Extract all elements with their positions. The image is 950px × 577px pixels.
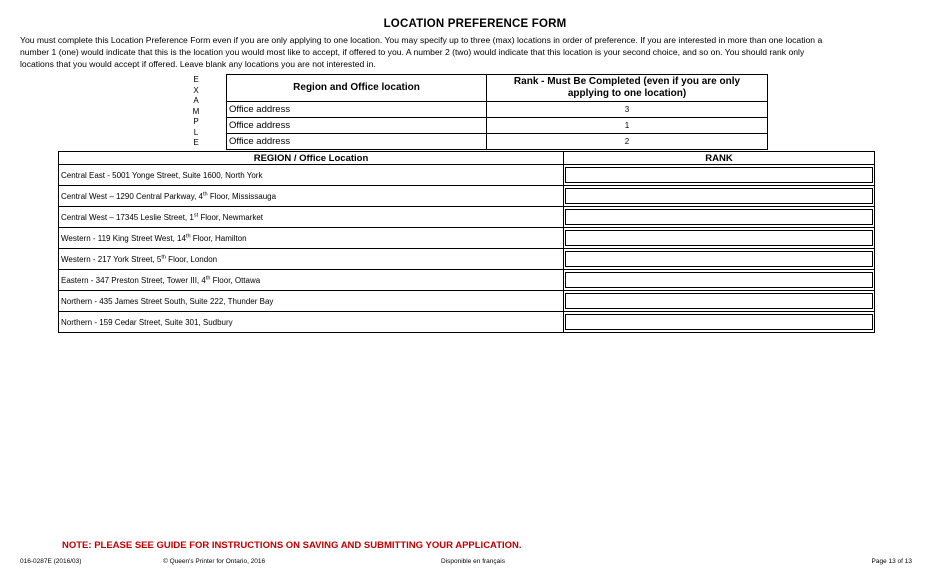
example-location: Office address [227,118,487,134]
example-header-rank-line1: Rank - Must Be Completed (even if you are only [513,76,741,87]
example-header-row [227,75,768,102]
example-header-rank [487,75,768,102]
french-availability: Disponible en français [441,558,505,565]
example-location: Office address [227,102,487,118]
header-rank: RANK [564,152,875,165]
example-letter: A [193,96,199,105]
intro-line: locations that you would accept if offered. Leave blank any locations you are not interested in. [20,59,376,69]
location-rank-table [58,151,875,333]
rank-input-eastern-ottawa[interactable] [565,272,873,288]
location-cell: Central East - 5001 Yonge Street, Suite 1600, North York [59,165,564,186]
copyright: © Queen's Printer for Ontario, 2016 [163,558,266,565]
example-header-rank-line2: applying to one location) [567,88,687,99]
example-row [227,118,768,134]
table-row [59,228,875,249]
intro-line: number 1 (one) would indicate that this is the location you would most like to accept, if offered to you. A number 2 (two) would indicate that this location is your second choice, and so on. You should rank only [20,47,805,57]
example-row [227,134,768,150]
form-title: LOCATION PREFERENCE FORM [383,18,567,30]
rank-cell [564,291,875,312]
rank-input-central-east[interactable] [565,167,873,183]
table-row [59,249,875,270]
location-cell: Northern - 159 Cedar Street, Suite 301, Sudbury [59,312,564,333]
intro-line: You must complete this Location Preference Form even if you are only applying to one location. You may specify up to three (max) locations in order of preference. If you are interested in more than one location a [20,35,823,45]
location-cell: Northern - 435 James Street South, Suite 222, Thunder Bay [59,291,564,312]
rank-input-northern-sudbury[interactable] [565,314,873,330]
table-row [59,165,875,186]
rank-input-western-london[interactable] [565,251,873,267]
table-row [59,312,875,333]
table-row [59,270,875,291]
example-letter: P [193,117,199,126]
rank-cell [564,228,875,249]
page-number: Page 13 of 13 [871,558,912,565]
example-letter: X [193,85,199,95]
location-cell: Western - 119 King Street West, 14th Floor, Hamilton [59,228,564,249]
rank-input-central-west-newmarket[interactable] [565,209,873,225]
table-row [59,291,875,312]
rank-cell [564,186,875,207]
intro-text [20,34,915,70]
example-letter: E [193,138,199,147]
example-rank: 2 [487,134,768,150]
example-header-location: Region and Office location [227,75,487,102]
location-cell: Western - 217 York Street, 5th Floor, London [59,249,564,270]
rank-input-western-hamilton[interactable] [565,230,873,246]
form-number: 016-0287E (2016/03) [20,558,82,565]
table-row [59,207,875,228]
example-row [227,102,768,118]
example-rank: 1 [487,118,768,134]
location-cell: Central West – 1290 Central Parkway, 4th Floor, Mississauga [59,186,564,207]
rank-cell [564,312,875,333]
location-cell: Central West – 17345 Leslie Street, 1st Floor, Newmarket [59,207,564,228]
example-letter: M [192,106,200,116]
rank-cell [564,207,875,228]
header-region-office: REGION / Office Location [59,152,564,165]
example-location: Office address [227,134,487,150]
example-letter: L [193,127,199,137]
rank-cell [564,249,875,270]
example-rank: 3 [487,102,768,118]
rank-cell [564,165,875,186]
rank-input-northern-thunder-bay[interactable] [565,293,873,309]
example-letter: E [193,75,199,84]
table-header-row [59,152,875,165]
rank-cell [564,270,875,291]
rank-input-central-west-mississauga[interactable] [565,188,873,204]
example-table [226,74,768,150]
example-vertical-label [190,75,202,149]
location-cell: Eastern - 347 Preston Street, Tower III, 4th Floor, Ottawa [59,270,564,291]
table-row [59,186,875,207]
note-text: NOTE: PLEASE SEE GUIDE FOR INSTRUCTIONS ON SAVING AND SUBMITTING YOUR APPLICATION. [62,540,522,551]
